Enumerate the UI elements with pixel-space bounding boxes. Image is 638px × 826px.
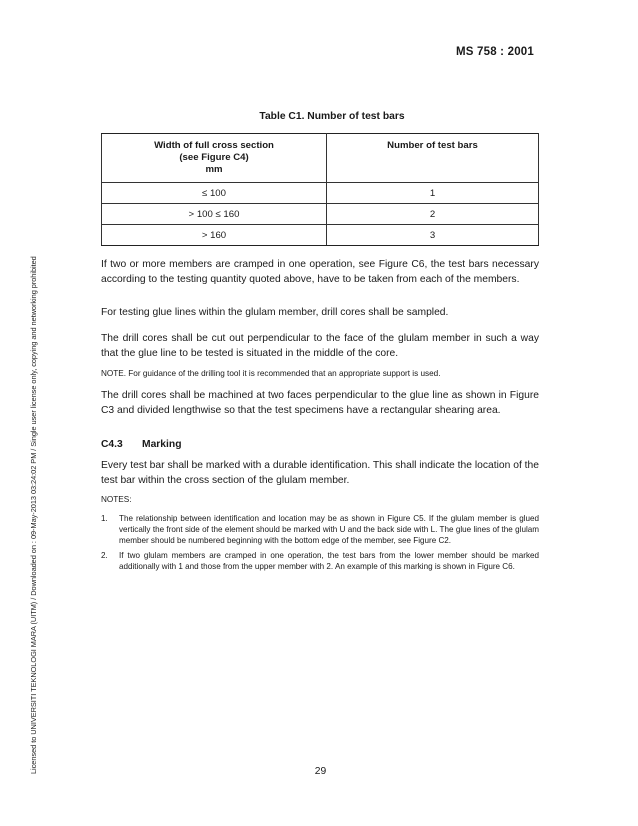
header-width-line1: Width of full cross section: [154, 140, 274, 151]
note-number: 2.: [101, 551, 108, 560]
header-width-cell: [102, 134, 327, 183]
table-header-row: [102, 134, 539, 183]
paragraph-cramped-members: If two or more members are cramped in one operation, see Figure C6, the test bars necessary according to the testing quantity quoted above, have to be taken from each of the members.: [101, 259, 539, 285]
table-row: [102, 183, 539, 204]
standard-code: MS 758 : 2001: [455, 46, 534, 58]
test-bars-table: [101, 133, 539, 246]
section-heading: [101, 439, 181, 450]
note-number: 1.: [101, 514, 108, 523]
row-count-cell: 2: [327, 204, 539, 225]
page-number: 29: [314, 766, 327, 777]
note-item: [101, 514, 539, 546]
row-width-cell: > 160: [102, 225, 327, 246]
table-row: [102, 225, 539, 246]
paragraph-drill-cores-cut: The drill cores shall be cut out perpendicular to the face of the glulam member in such a way that the glue line to be tested is situated in the middle of the core.: [101, 333, 539, 359]
note-drilling-tool: NOTE. For guidance of the drilling tool it is recommended that an appropriate support is used.: [101, 369, 441, 378]
row-count-cell: 1: [327, 183, 539, 204]
table-caption: Table C1. Number of test bars: [259, 111, 405, 122]
note-text: The relationship between identification and location may be as shown in Figure C5. If the glulam member is glued vertically the front side of the element should be marked with U and the back side with L. The glue lines of the glulam member should be numbered beginning with the bottom edge of the member, see Figure C2.: [119, 514, 539, 545]
paragraph-machining: The drill cores shall be machined at two faces perpendicular to the glue line as shown in Figure C3 and divided lengthwise so that the test specimens have a rectangular shearing area.: [101, 390, 539, 416]
licence-notice: Licensed to UNIVERSITI TEKNOLOGI MARA (UITM) / Downloaded on : 09-May-2013 03:24:02 PM / Single user license only, copying and networking prohibited: [29, 256, 38, 774]
section-number: C4.3: [101, 439, 123, 450]
header-width-line3: mm: [205, 164, 223, 175]
header-count-cell: Number of test bars: [327, 134, 539, 183]
notes-label: NOTES:: [101, 495, 132, 504]
paragraph-drill-cores-sampled: For testing glue lines within the glulam member, drill cores shall be sampled.: [101, 307, 449, 318]
row-width-cell: > 100 ≤ 160: [102, 204, 327, 225]
paragraph-identification: Every test bar shall be marked with a durable identification. This shall indicate the location of the test bar within the cross section of the glulam member.: [101, 460, 539, 486]
table-row: [102, 204, 539, 225]
row-width-cell: ≤ 100: [102, 183, 327, 204]
section-title: Marking: [142, 439, 182, 450]
note-text: If two glulam members are cramped in one operation, the test bars from the lower member should be marked additionally with 1 and those from the upper member with 2. An example of this marking is shown in Figure C6.: [119, 551, 539, 571]
note-item: [101, 551, 539, 573]
row-count-cell: 3: [327, 225, 539, 246]
header-width-line2: (see Figure C4): [179, 152, 249, 163]
